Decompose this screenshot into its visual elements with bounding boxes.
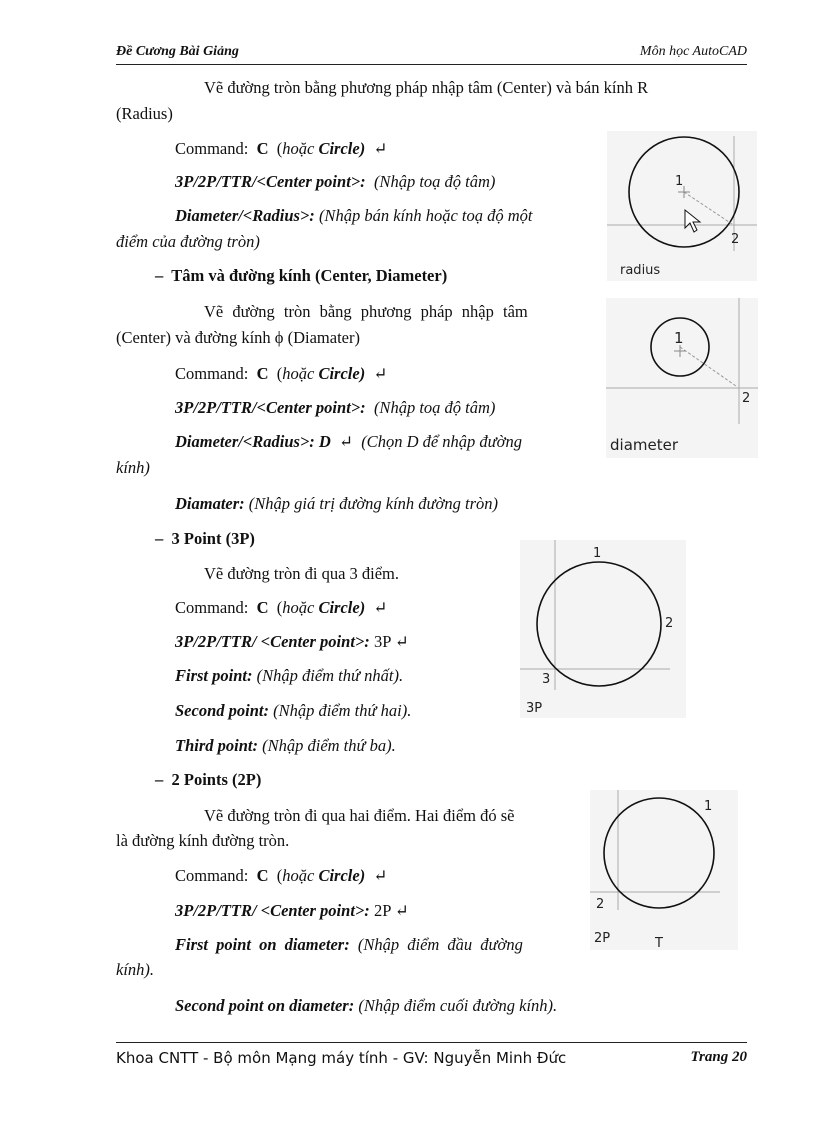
fig-diameter-p1: 1 [674, 329, 684, 347]
radius-prompt-2: Diameter/<Radius>: (Nhập bán kính hoặc toạ độ một [175, 206, 533, 225]
diameter-prompt-2-cont: kính) [116, 458, 150, 477]
radius-prompt-2-cont: điểm của đường tròn) [116, 232, 260, 251]
header-right: Môn học AutoCAD [639, 44, 747, 59]
page-footer [116, 1042, 747, 1069]
threep-second: Second point: (Nhập điểm thứ hai). [175, 701, 412, 720]
diameter-prompt-1: 3P/2P/TTR/<Center point>: (Nhập toạ độ tâm) [175, 398, 496, 417]
figure-threep-svg [520, 540, 686, 718]
twop-second: Second point on diameter: (Nhập điểm cuối đường kính). [175, 996, 558, 1015]
fig-threep-p3: 3 [542, 672, 551, 687]
figure-twop-svg [590, 790, 738, 950]
diameter-intro-1: Vẽ đường tròn bằng phương pháp nhập tâm [204, 302, 528, 321]
circle [537, 562, 661, 686]
fig-threep-caption: 3P [526, 701, 543, 716]
threep-command: Command: C (hoặc Circle) ↵ [175, 598, 388, 617]
fig-threep-p2: 2 [665, 616, 674, 631]
radius-intro-1: Vẽ đường tròn bằng phương pháp nhập tâm (Center) và bán kính R [204, 78, 649, 97]
figure-diameter-svg [606, 298, 758, 458]
fig-radius-caption: radius [620, 263, 661, 278]
footer-left: Khoa CNTT - Bộ môn Mạng máy tính - GV: Nguyễn Minh Đức [116, 1049, 567, 1067]
twop-intro-2: là đường kính đường tròn. [116, 831, 290, 850]
page-header [116, 44, 747, 65]
fig-twop-p2: 2 [596, 897, 605, 912]
twop-first-cont: kính). [116, 960, 155, 979]
twop-command: Command: C (hoặc Circle) ↵ [175, 866, 388, 885]
figure-twop [590, 790, 738, 950]
diameter-prompt-3: Diamater: (Nhập giá trị đường kính đường tròn) [175, 494, 498, 513]
diameter-heading: – Tâm và đường kính (Center, Diameter) [155, 266, 448, 285]
radius-command: Command: C (hoặc Circle) ↵ [175, 139, 388, 158]
twop-first: First point on diameter: (Nhập điểm đầu đường [175, 935, 523, 954]
fig-threep-p1: 1 [593, 546, 602, 561]
twop-intro-1: Vẽ đường tròn đi qua hai điểm. Hai điểm đó sẽ [204, 806, 515, 825]
page-number: Trang 20 [690, 1049, 747, 1065]
diameter-command: Command: C (hoặc Circle) ↵ [175, 364, 388, 383]
threep-third: Third point: (Nhập điểm thứ ba). [175, 736, 396, 755]
cursor-arrow-icon [685, 210, 700, 232]
figure-radius [607, 131, 757, 281]
fig-radius-p1: 1 [675, 174, 684, 189]
fig-radius-p2: 2 [731, 232, 740, 247]
fig-twop-p1: 1 [704, 799, 713, 814]
fig-twop-caption: 2P [594, 931, 611, 946]
fig-diameter-p2: 2 [742, 391, 751, 406]
diameter-intro-2: (Center) và đường kính ϕ (Diamater) [116, 328, 360, 347]
threep-intro: Vẽ đường tròn đi qua 3 điểm. [204, 564, 400, 583]
radius-prompt-1: 3P/2P/TTR/<Center point>: (Nhập toạ độ tâm) [175, 172, 496, 191]
threep-prompt-1: 3P/2P/TTR/ <Center point>: 3P ↵ [175, 632, 409, 651]
header-left: Đề Cương Bài Giảng [116, 44, 239, 59]
diameter-prompt-2: Diameter/<Radius>: D ↵ (Chọn D để nhập đường [175, 432, 522, 451]
fig-twop-extra: T [655, 936, 663, 950]
fig-diameter-caption: diameter [610, 436, 678, 454]
threep-heading: – 3 Point (3P) [155, 529, 255, 548]
figure-diameter [606, 298, 758, 458]
radius-intro-2: (Radius) [116, 104, 173, 123]
twop-prompt-1: 3P/2P/TTR/ <Center point>: 2P ↵ [175, 901, 409, 920]
twop-heading: – 2 Points (2P) [155, 770, 262, 789]
figure-threep [520, 540, 686, 718]
threep-first: First point: (Nhập điểm thứ nhất). [175, 666, 404, 685]
figure-radius-svg [607, 131, 757, 281]
